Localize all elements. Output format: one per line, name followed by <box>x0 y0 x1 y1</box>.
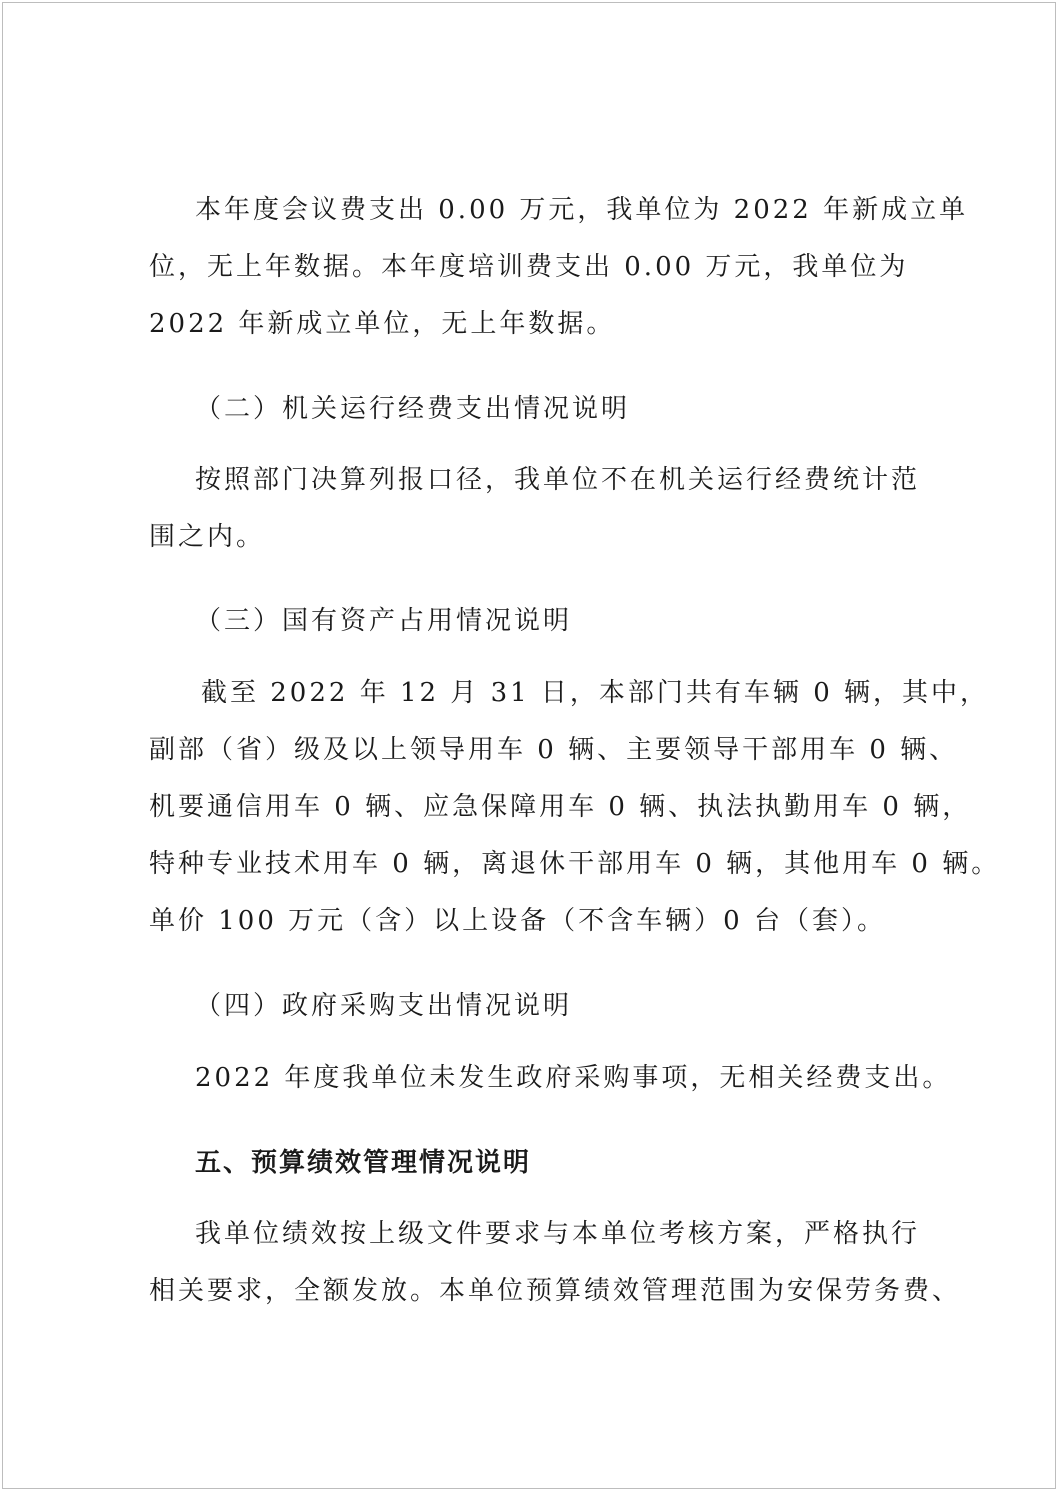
section-heading-4: （四）政府采购支出情况说明 <box>195 991 573 1021</box>
paragraph-line: 单价 100 万元（含）以上设备（不含车辆）0 台（套）。 <box>149 906 886 936</box>
paragraph-line: 2022 年度我单位未发生政府采购事项，无相关经费支出。 <box>195 1063 952 1093</box>
paragraph-line: 按照部门决算列报口径，我单位不在机关运行经费统计范 <box>195 465 921 495</box>
paragraph-line: 2022 年新成立单位，无上年数据。 <box>149 309 616 339</box>
paragraph-line: 特种专业技术用车 0 辆，离退休干部用车 0 辆，其他用车 0 辆。 <box>149 849 1001 879</box>
section-heading-5: 五、预算绩效管理情况说明 <box>195 1148 532 1178</box>
paragraph-line: 截至 2022 年 12 月 31 日，本部门共有车辆 0 辆，其中， <box>201 678 989 708</box>
paragraph-line: 机要通信用车 0 辆、应急保障用车 0 辆、执法执勤用车 0 辆， <box>149 792 972 822</box>
section-heading-2: （二）机关运行经费支出情况说明 <box>195 394 631 424</box>
section-heading-3: （三）国有资产占用情况说明 <box>195 606 573 636</box>
paragraph-line: 本年度会议费支出 0.00 万元，我单位为 2022 年新成立单 <box>195 195 969 225</box>
paragraph-line: 围之内。 <box>149 522 266 552</box>
paragraph-line: 相关要求，全额发放。本单位预算绩效管理范围为安保劳务费、 <box>149 1276 962 1306</box>
paragraph-line: 我单位绩效按上级文件要求与本单位考核方案，严格执行 <box>195 1219 921 1249</box>
paragraph-line: 副部（省）级及以上领导用车 0 辆、主要领导干部用车 0 辆、 <box>149 735 959 765</box>
document-page <box>2 2 1056 1489</box>
paragraph-line: 位，无上年数据。本年度培训费支出 0.00 万元，我单位为 <box>149 252 909 282</box>
